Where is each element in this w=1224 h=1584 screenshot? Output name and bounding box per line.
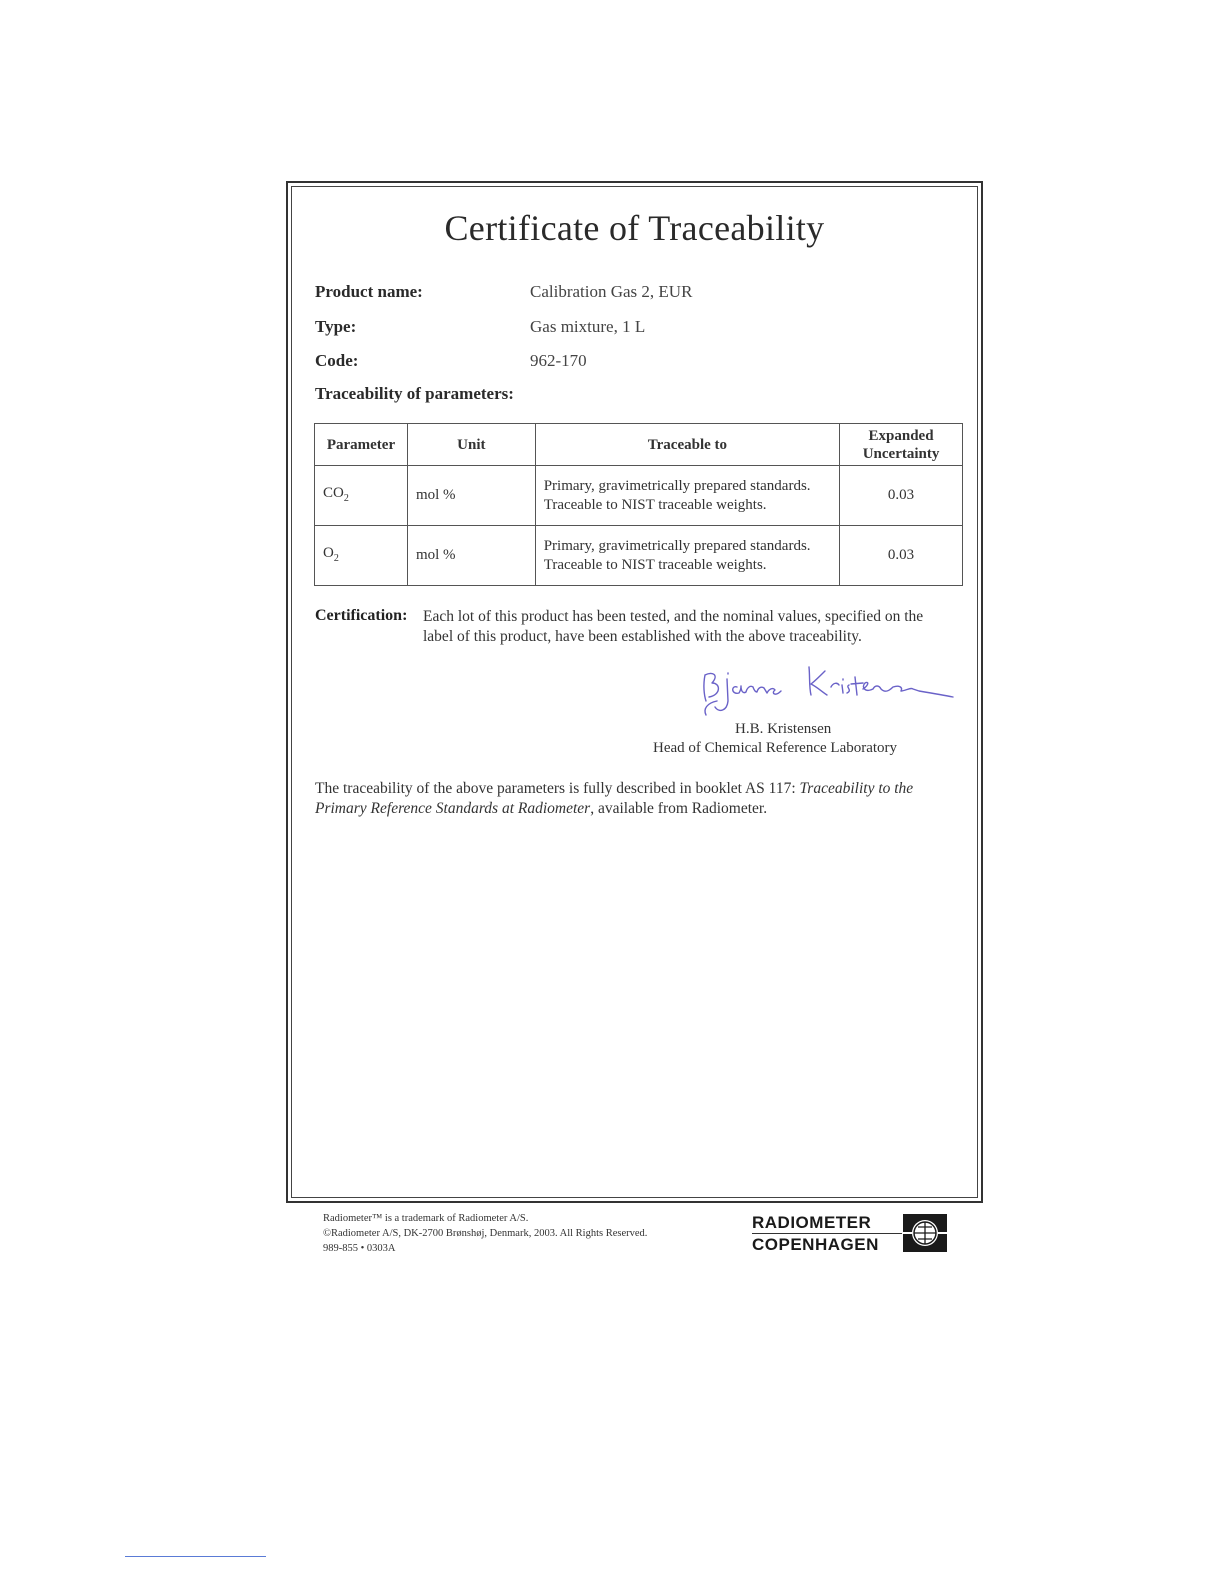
booklet-title: Traceability to the Primary Reference Standards at Radiometer — [315, 780, 914, 817]
cell-traceable-to: Primary, gravimetrically prepared standards. Traceable to NIST traceable weights. — [535, 466, 839, 526]
code-value: 962-170 — [530, 351, 587, 370]
footer-trademark: Radiometer™ is a trademark of Radiometer A/S. — [323, 1213, 529, 1224]
logo-divider — [752, 1233, 902, 1234]
parameter-subscript: 2 — [343, 492, 349, 504]
header-traceable-to: Traceable to — [535, 424, 839, 466]
table-header-row — [315, 424, 963, 466]
certification-text: Each lot of this product has been tested, and the nominal values, specified on the label of this product, have been established with the above traceability. — [423, 608, 924, 645]
radiometer-logo — [752, 1213, 948, 1255]
code-label: Code: — [315, 351, 359, 370]
signer-title: Head of Chemical Reference Laboratory — [653, 740, 898, 756]
certification-label: Certification: — [315, 607, 408, 624]
traceability-heading: Traceability of parameters: — [315, 384, 514, 403]
parameter-formula: O — [323, 544, 334, 561]
cell-uncertainty: 0.03 — [840, 526, 963, 586]
footer-notes — [323, 1211, 647, 1256]
table-row — [315, 466, 963, 526]
header-uncertainty-line2: Uncertainty — [862, 445, 940, 462]
traceability-table — [314, 423, 963, 586]
footer-document-code: 989-855 • 0303A — [323, 1243, 396, 1254]
logo-line1: RADIOMETER — [752, 1213, 872, 1232]
footer-copyright: ©Radiometer A/S, DK-2700 Brønshøj, Denmark, 2003. All Rights Reserved. — [323, 1228, 648, 1239]
header-uncertainty-line1: Expanded — [868, 427, 934, 444]
booklet-reference — [315, 779, 955, 819]
radiometer-emblem-icon — [903, 1213, 947, 1253]
type-label: Type: — [315, 317, 357, 336]
parameter-formula: CO — [323, 484, 344, 501]
product-name-label: Product name: — [315, 282, 423, 301]
cell-parameter — [315, 466, 408, 526]
table-row — [315, 526, 963, 586]
handwritten-signature — [697, 657, 957, 717]
parameter-subscript: 2 — [333, 552, 339, 564]
product-name-value: Calibration Gas 2, EUR — [530, 282, 693, 301]
signer-name: H.B. Kristensen — [735, 721, 832, 737]
booklet-text-after: , available from Radiometer. — [590, 800, 768, 817]
type-value: Gas mixture, 1 L — [530, 317, 646, 336]
cell-uncertainty: 0.03 — [840, 466, 963, 526]
header-parameter: Parameter — [315, 424, 408, 466]
header-unit: Unit — [407, 424, 535, 466]
page-title: Certificate of Traceability — [444, 208, 825, 248]
cell-traceable-to: Primary, gravimetrically prepared standards. Traceable to NIST traceable weights. — [535, 526, 839, 586]
certificate-inner-frame — [291, 186, 978, 1198]
link-underline — [125, 1556, 266, 1557]
header-expanded-uncertainty — [840, 424, 963, 466]
certificate-frame — [286, 181, 983, 1203]
cell-unit: mol % — [407, 526, 535, 586]
booklet-text-before: The traceability of the above parameters is fully described in booklet AS 117: — [315, 780, 800, 797]
cell-parameter — [315, 526, 408, 586]
logo-line2: COPENHAGEN — [752, 1235, 879, 1254]
cell-unit: mol % — [407, 466, 535, 526]
